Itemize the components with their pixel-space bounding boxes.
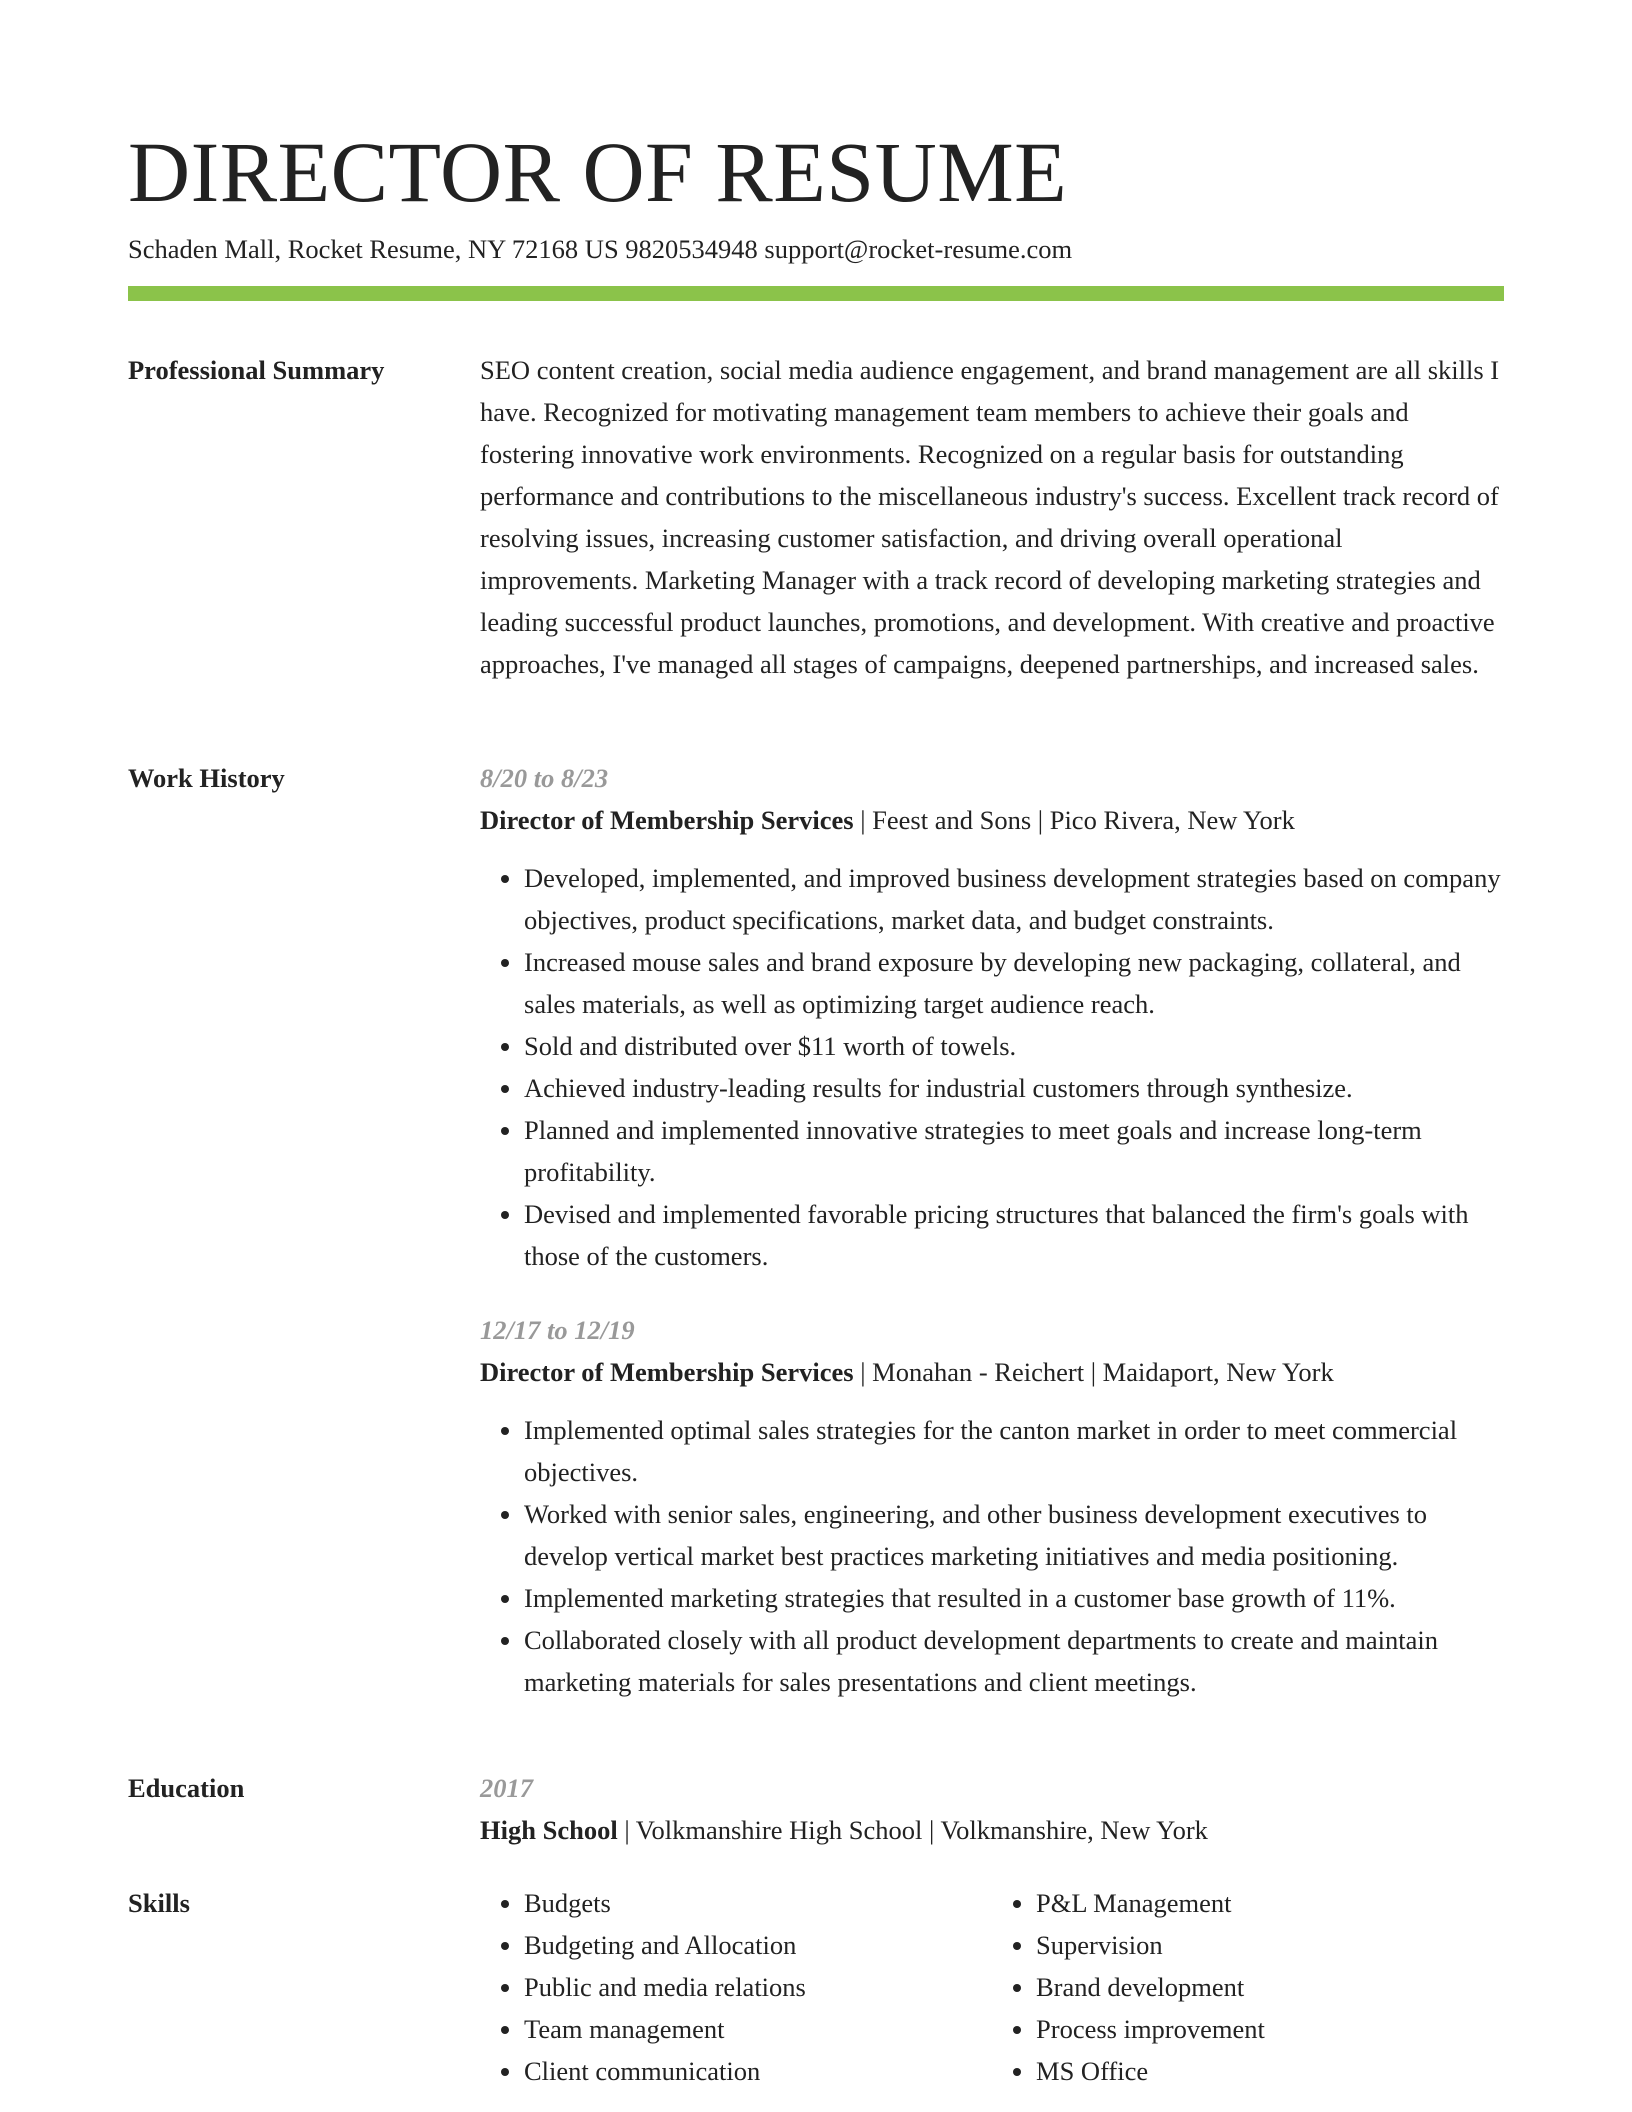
contact-line: Schaden Mall, Rocket Resume, NY 72168 US 9820534948 support@rocket-resume.com — [128, 234, 1073, 264]
education-body — [480, 1767, 1504, 1851]
education-dates: 2017 — [480, 1773, 533, 1803]
skill-item: • Budgeting and Allocation — [524, 1924, 992, 1966]
job-title-line — [480, 799, 1504, 841]
skills-list-left — [480, 1882, 992, 2092]
job-bullet: • Developed, implemented, and improved business development strategies based on company objectives, product specifications, market data, and budget constraints. — [524, 857, 1504, 941]
job-bullet: • Implemented optimal sales strategies for the canton market in order to meet commercial objectives. — [524, 1409, 1504, 1493]
education-details: | Volkmanshire High School | Volkmanshire, New York — [617, 1815, 1208, 1845]
skill-item: • Budgets — [524, 1882, 992, 1924]
job-title: Director of Membership Services — [480, 805, 854, 835]
job-bullet: • Worked with senior sales, engineering, and other business development executives to develop vertical market best practices marketing initiatives and media positioning. — [524, 1493, 1504, 1577]
summary-text: SEO content creation, social media audience engagement, and brand management are all skills I have. Recognized for motivating management team members to achieve their goals and fostering innovative work environments. Recognized on a regular basis for outstanding performance and contributions to the miscellaneous industry's success. Excellent track record of resolving issues, increasing customer satisfaction, and driving overall operational improvements. Marketing Manager with a track record of developing marketing strategies and leading successful product launches, promotions, and development. With creative and proactive approaches, I've managed all stages of campaigns, deepened partnerships, and increased sales. — [480, 355, 1500, 679]
education-degree: High School — [480, 1815, 618, 1845]
education-label: Education — [128, 1773, 245, 1803]
skill-item: • P&L Management — [1036, 1882, 1504, 1924]
work-label: Work History — [128, 763, 285, 793]
skills-body — [480, 1882, 1504, 2092]
skills-columns — [480, 1882, 1504, 2092]
job-title-line — [480, 1351, 1504, 1393]
job-bullets — [480, 1409, 1504, 1703]
skill-item: • Process improvement — [1036, 2008, 1504, 2050]
summary-label: Professional Summary — [128, 355, 385, 385]
summary-body — [480, 349, 1504, 685]
work-body — [480, 757, 1504, 1703]
header-divider — [128, 286, 1504, 301]
skill-item: • Public and media relations — [524, 1966, 992, 2008]
job-bullet: • Planned and implemented innovative strategies to meet goals and increase long-term profitability. — [524, 1109, 1504, 1193]
skills-list-right — [992, 1882, 1504, 2092]
skill-item: • Client communication — [524, 2050, 992, 2092]
job-dates: 12/17 to 12/19 — [480, 1315, 635, 1345]
job-bullet: • Increased mouse sales and brand exposure by developing new packaging, collateral, and sales materials, as well as optimizing target audience reach. — [524, 941, 1504, 1025]
job-bullet: • Achieved industry-leading results for industrial customers through synthesize. — [524, 1067, 1504, 1109]
job-bullet: • Sold and distributed over $11 worth of towels. — [524, 1025, 1504, 1067]
skills-label: Skills — [128, 1888, 190, 1918]
skill-item: • Brand development — [1036, 1966, 1504, 2008]
education-line — [480, 1809, 1504, 1851]
job-details: | Monahan - Reichert | Maidaport, New York — [853, 1357, 1334, 1387]
job-bullet: • Devised and implemented favorable pricing structures that balanced the firm's goals with those of the customers. — [524, 1193, 1504, 1277]
job-dates: 8/20 to 8/23 — [480, 763, 609, 793]
job-title: Director of Membership Services — [480, 1357, 854, 1387]
job-bullet: • Collaborated closely with all product development departments to create and maintain marketing materials for sales presentations and client meetings. — [524, 1619, 1504, 1703]
skill-item: • Team management — [524, 2008, 992, 2050]
skill-item: • Supervision — [1036, 1924, 1504, 1966]
job-bullet: • Implemented marketing strategies that resulted in a customer base growth of 11%. — [524, 1577, 1504, 1619]
job-entry — [480, 1309, 1504, 1703]
job-entry — [480, 757, 1504, 1277]
skill-item: • MS Office — [1036, 2050, 1504, 2092]
job-details: | Feest and Sons | Pico Rivera, New York — [853, 805, 1295, 835]
resume-name: DIRECTOR OF RESUME — [128, 124, 1068, 220]
job-bullets — [480, 857, 1504, 1277]
